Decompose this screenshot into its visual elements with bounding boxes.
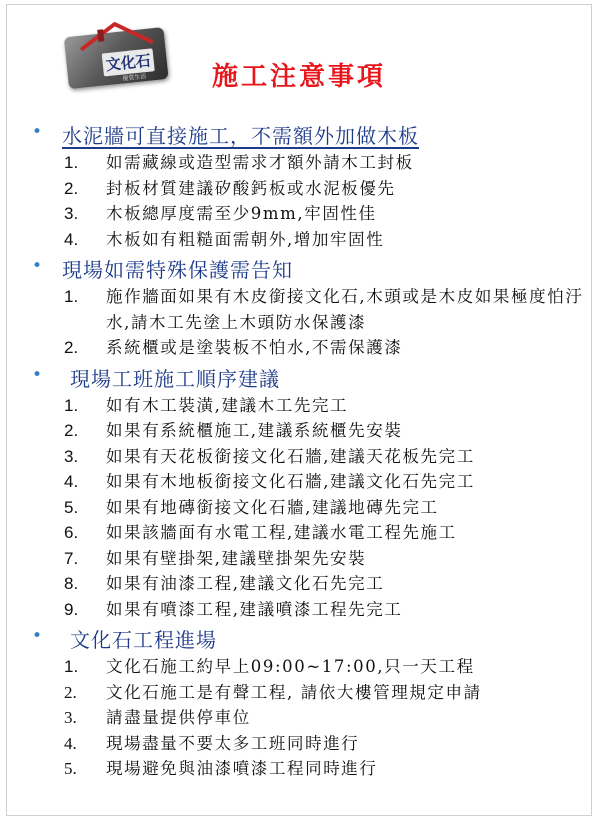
logo-text: 文化石 (102, 48, 155, 76)
item-number: 5. (64, 497, 79, 517)
item-number: 9. (64, 599, 79, 619)
list-item (0, 731, 600, 757)
list-item (0, 597, 600, 623)
item-number: 4. (64, 733, 77, 753)
bullet-icon: • (32, 122, 43, 142)
item-text: 如有木工裝潢,建議木工先完工 (106, 395, 349, 415)
item-text: 請盡量提供停車位 (106, 708, 251, 727)
list-item (0, 469, 600, 495)
list-item (0, 444, 600, 470)
item-number: 4. (64, 229, 79, 249)
list-item (0, 227, 600, 253)
item-number: 8. (64, 574, 79, 593)
item-number: 2. (64, 178, 79, 198)
section-title: 水泥牆可直接施工，不需額外加做木板 (62, 124, 419, 148)
item-number: 6. (64, 523, 79, 542)
item-text: 如果有噴漆工程,建議噴漆工程先完工 (106, 599, 403, 619)
item-text: 木板總厚度需至少9mm,牢固性佳 (106, 204, 377, 223)
item-text: 封板材質建議矽酸鈣板或水泥板優先 (106, 178, 396, 198)
item-text: 現場盡量不要太多工班同時進行 (106, 733, 360, 753)
section-work-sequence (0, 361, 600, 623)
list-item (0, 201, 600, 227)
item-number: 1. (64, 395, 79, 415)
list-item (0, 176, 600, 202)
list-item (0, 393, 600, 419)
list-item (0, 495, 600, 521)
item-number: 4. (64, 472, 79, 491)
item-number: 2. (64, 682, 77, 702)
section-special-protection (0, 252, 600, 361)
notes-content (0, 118, 600, 782)
item-number: 3. (64, 446, 79, 466)
item-number: 3. (64, 708, 77, 727)
item-number: 2. (64, 338, 79, 357)
list-item (0, 284, 600, 335)
item-text: 文化石施工是有聲工程, 請依大樓管理規定申請 (106, 682, 482, 702)
bullet-icon: • (32, 364, 43, 385)
item-text: 系統櫃或是塗裝板不怕水,不需保護漆 (106, 338, 403, 357)
item-number: 2. (64, 421, 79, 440)
list-item (0, 705, 600, 731)
list-item (0, 654, 600, 680)
list-item (0, 520, 600, 546)
list-item (0, 756, 600, 782)
item-text: 如果有天花板銜接文化石牆,建議天花板先完工 (106, 446, 475, 466)
item-text: 如果有地磚銜接文化石牆,建議地磚先完工 (106, 497, 439, 517)
item-text: 現場避免與油漆噴漆工程同時進行 (106, 759, 378, 778)
item-number: 3. (64, 204, 79, 223)
item-number: 1. (64, 657, 79, 676)
list-item (0, 418, 600, 444)
page-title: 施工注意事項 (212, 62, 387, 92)
item-number: 7. (64, 548, 79, 568)
logo-subtext: 優質生活 (122, 73, 147, 83)
item-text: 如果有壁掛架,建議壁掛架先安裝 (106, 548, 367, 568)
item-text: 如果有系統櫃施工,建議系統櫃先安裝 (106, 421, 403, 440)
item-text: 如果有木地板銜接文化石牆,建議文化石先完工 (106, 472, 475, 491)
bullet-icon: • (32, 626, 43, 646)
section-stone-schedule (0, 622, 600, 782)
section-wall-construction (0, 118, 600, 252)
item-text: 文化石施工約早上09:00~17:00,只一天工程 (106, 657, 475, 676)
item-text: 如需藏線或造型需求才額外請木工封板 (106, 153, 414, 172)
item-text: 如果該牆面有水電工程,建議水電工程先施工 (106, 523, 457, 542)
list-item (0, 150, 600, 176)
item-text: 施作牆面如果有木皮銜接文化石,木頭或是木皮如果極度怕汙水,請木工先塗上木頭防水保護漆 (106, 287, 584, 332)
list-item (0, 335, 600, 361)
item-number: 5. (64, 759, 77, 778)
section-title: 現場如需特殊保護需告知 (62, 258, 293, 282)
list-item (0, 571, 600, 597)
item-number: 1. (64, 153, 79, 172)
item-text: 木板如有粗糙面需朝外,增加牢固性 (106, 229, 385, 249)
section-header (0, 118, 600, 150)
section-header (0, 361, 600, 393)
list-item (0, 546, 600, 572)
list-item (0, 680, 600, 706)
section-title: 現場工班施工順序建議 (70, 366, 280, 391)
item-text: 如果有油漆工程,建議文化石先完工 (106, 574, 385, 593)
section-header (0, 252, 600, 284)
item-number: 1. (64, 287, 79, 306)
section-header (0, 622, 600, 654)
bullet-icon: • (32, 256, 43, 276)
brand-logo (55, 16, 179, 96)
section-title: 文化石工程進場 (70, 628, 217, 652)
